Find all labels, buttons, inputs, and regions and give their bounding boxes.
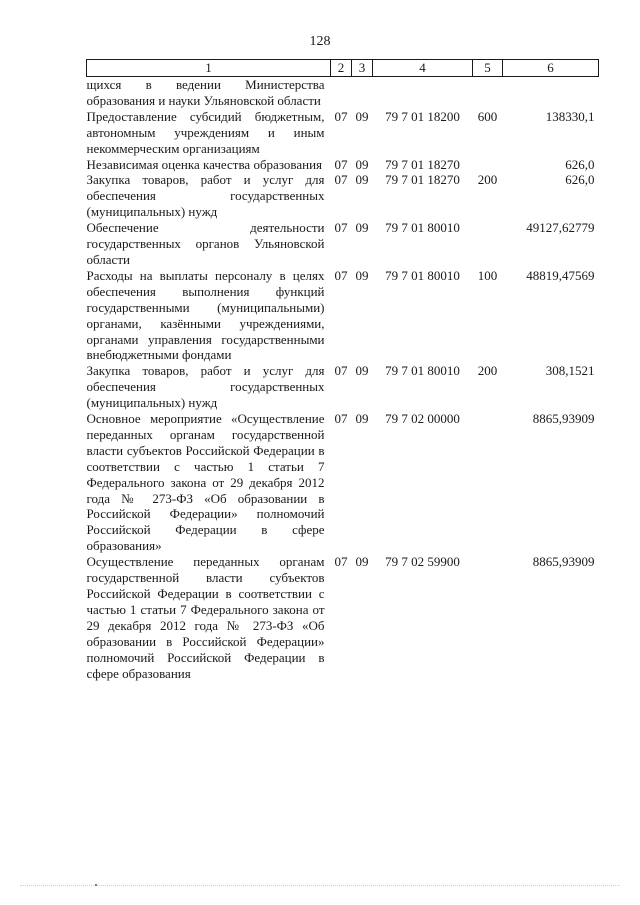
row-subsection (352, 77, 373, 109)
row-section: 07 (334, 108, 348, 124)
page-number: 128 (309, 34, 331, 49)
row-name: Закупка товаров, работ и услуг для обеспечения государственных (муниципальных) нужд (86, 363, 325, 411)
table-row (87, 77, 599, 109)
row-amount: 8865,93909 (532, 554, 595, 570)
scan-edge-divider (20, 885, 620, 887)
row-section: 07 (334, 554, 348, 570)
row-target-code: 79 7 01 80010 (385, 220, 460, 236)
column-header-3: 3 (352, 60, 373, 77)
row-name: Основное мероприятие «Осуществление переданных органам государственной власти субъектов Российской Федерации в соответствии с частью 1 статьи 7 Федерального закона от 29 декабря 2012 года № 273-ФЗ «Об образовании в Российской Федерации» полномочий Российской Федерации в сфере образования» (86, 411, 325, 554)
row-subsection: 09 (355, 108, 369, 124)
row-subsection: 09 (355, 220, 369, 236)
row-target-code (373, 77, 473, 109)
row-section: 07 (334, 363, 348, 379)
row-target-code: 79 7 01 18200 (385, 108, 460, 124)
row-expense-type (473, 220, 503, 268)
row-amount: 48819,47569 (526, 267, 595, 283)
row-section: 07 (334, 156, 348, 172)
row-name: Закупка товаров, работ и услуг для обеспечения государственных (муниципальных) нужд (86, 172, 325, 220)
row-name: Независимая оценка качества образования (86, 156, 323, 172)
row-expense-type: 200 (477, 172, 498, 188)
row-section: 07 (334, 172, 348, 188)
row-section (331, 77, 352, 109)
scan-speck (95, 884, 97, 886)
column-header-1: 1 (87, 60, 331, 77)
row-target-code: 79 7 01 80010 (385, 267, 460, 283)
row-target-code: 79 7 02 59900 (385, 554, 460, 570)
row-subsection: 09 (355, 156, 369, 172)
row-amount: 138330,1 (545, 108, 595, 124)
column-header-5: 5 (473, 60, 503, 77)
table-header-row (87, 60, 599, 77)
row-expense-type (473, 411, 503, 554)
row-amount: 49127,62779 (526, 220, 595, 236)
row-amount: 626,0 (565, 172, 595, 188)
row-section: 07 (334, 267, 348, 283)
row-amount (503, 77, 599, 109)
row-target-code: 79 7 01 18270 (385, 156, 460, 172)
column-header-6: 6 (503, 60, 599, 77)
row-expense-type (473, 554, 503, 681)
row-amount: 308,1521 (545, 363, 595, 379)
row-expense-type: 100 (477, 267, 498, 283)
row-name: щихся в ведении Министерства образования и науки Ульяновской области (86, 77, 325, 108)
table-row (87, 157, 599, 173)
row-expense-type: 600 (477, 108, 498, 124)
table-row (87, 363, 599, 411)
row-subsection: 09 (355, 554, 369, 570)
row-target-code: 79 7 01 80010 (385, 363, 460, 379)
row-name: Обеспечение деятельности государственных органов Ульяновской области (86, 220, 325, 267)
table-row (87, 268, 599, 363)
table-row (87, 109, 599, 157)
table-row (87, 220, 599, 268)
row-expense-type (473, 157, 503, 173)
table-row (87, 172, 599, 220)
row-section: 07 (334, 411, 348, 427)
row-name: Осуществление переданных органам государственной власти субъектов Российской Федерации в соответствии с частью 1 статьи 7 Федерального закона от 29 декабря 2012 года № 273-ФЗ «Об образовании в Российской Федерации» полномочий Российской Федерации в сфере образования (86, 554, 325, 681)
row-expense-type: 200 (477, 363, 498, 379)
row-target-code: 79 7 02 00000 (385, 411, 460, 427)
row-subsection: 09 (355, 363, 369, 379)
row-section: 07 (334, 220, 348, 236)
budget-table (86, 59, 599, 681)
row-subsection: 09 (355, 267, 369, 283)
row-expense-type (473, 77, 503, 109)
row-subsection: 09 (355, 411, 369, 427)
row-target-code: 79 7 01 18270 (385, 172, 460, 188)
row-subsection: 09 (355, 172, 369, 188)
column-header-4: 4 (373, 60, 473, 77)
row-amount: 8865,93909 (532, 411, 595, 427)
row-name: Предоставление субсидий бюджетным, автономным учреждениям и иным некоммерческим организациям (86, 108, 325, 156)
column-header-2: 2 (331, 60, 352, 77)
row-name: Расходы на выплаты персоналу в целях обеспечения выполнения функций государственными (муниципальными) органами, казёнными учреждениями, органами управления государственными внебюджетными фондами (86, 267, 325, 363)
table-row (87, 411, 599, 554)
row-amount: 626,0 (565, 156, 595, 172)
table-row (87, 554, 599, 681)
